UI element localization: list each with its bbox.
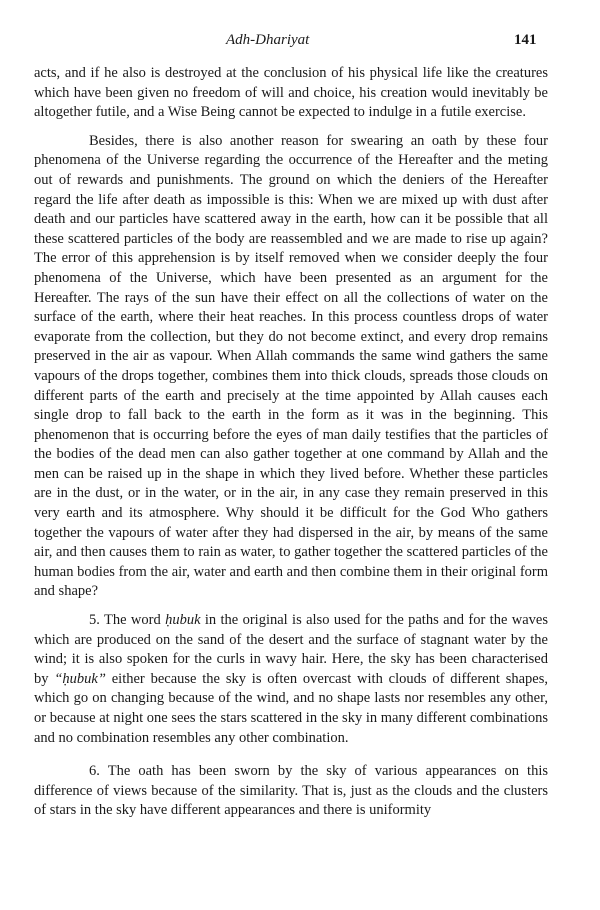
- note-5-text-a: 5. The word: [89, 612, 166, 629]
- note-5-text-b: in the original is also used for the paths and for the waves which are produced on the sand of the desert and the surface of stagnant water by the wind; it is also spoken for the curls in wavy hair. Here, the sky has been characterised by: [34, 612, 548, 687]
- paragraph-hereafter-argument: Besides, there is also another reason for swearing an oath by these four phenomena of the Universe regarding the occurrence of the Hereafter and the meting out of rewards and punishments. The ground on which the deniers of the Hereafter regard the life after death as impossible is this: When we are mixed up with dust after death and our particles have scattered away in the earth, how can it be possible that all these scattered particles of the body are reassembled and we are made to rise up again? The error of this apprehension is by itself removed when we consider deeply the four phenomena of the Universe, which have been presented as an argument for the Hereafter. The rays of the sun have their effect on all the collections of water on the surface of the earth, where their heat reaches. In this process countless drops of water evaporate from the collection, but they do not become extinct, and every drop remains preserved in the air as vapour. When Allah commands the same wind gathers the same vapours of the drops together, combines them into thick clouds, spreads those clouds on different parts of the earth and precisely at the time appointed by Allah causes each single drop to fall back to the earth in the form as it was in the beginning. This phenomenon that is occurring before the eyes of man daily testifies that the particles of the bodies of the dead men can also gather together at one command by Allah and the men can be raised up in the shape in which they lived before. Whether these particles are in the dust, or in the water, or in the air, in any case they remain preserved in this very earth and its atmosphere. Why should it be difficult for the God Who gathers together the vapours of water after they had dispersed in the air, by means of the same air, and then causes them to rain as water, to gather together the scattered particles of the human bodies from the air, water and earth and then combine them in their original form and shape?: [34, 132, 549, 600]
- note-5-paragraph: [34, 611, 548, 748]
- body-text: [34, 64, 548, 830]
- page-header: [0, 32, 600, 54]
- term-hubuk-quoted: “ḥubuk”: [54, 670, 106, 687]
- paragraph-continued: acts, and if he also is destroyed at the conclusion of his physical life like the creatures which have been given no freedom of will and choice, his creation would inevitably be altogether futile, and a Wise Being cannot be expected to indulge in a futile exercise.: [34, 65, 548, 121]
- term-hubuk: ḥubuk: [165, 612, 201, 629]
- running-title: Adh-Dhariyat: [226, 32, 310, 48]
- page-number: 141: [514, 32, 537, 48]
- note-5-text-c: either because the sky is often overcast with clouds of different shapes, which go on changing because of the wind, and no shape lasts nor resembles any other, or because at night one sees the stars scattered in the sky in many different combinations and no combination resembles any other combination.: [34, 670, 549, 746]
- note-6-paragraph: 6. The oath has been sworn by the sky of various appearances on this difference of views because of the similarity. That is, just as the clouds and the clusters of stars in the sky have different appearances and there is uniformity: [34, 763, 548, 819]
